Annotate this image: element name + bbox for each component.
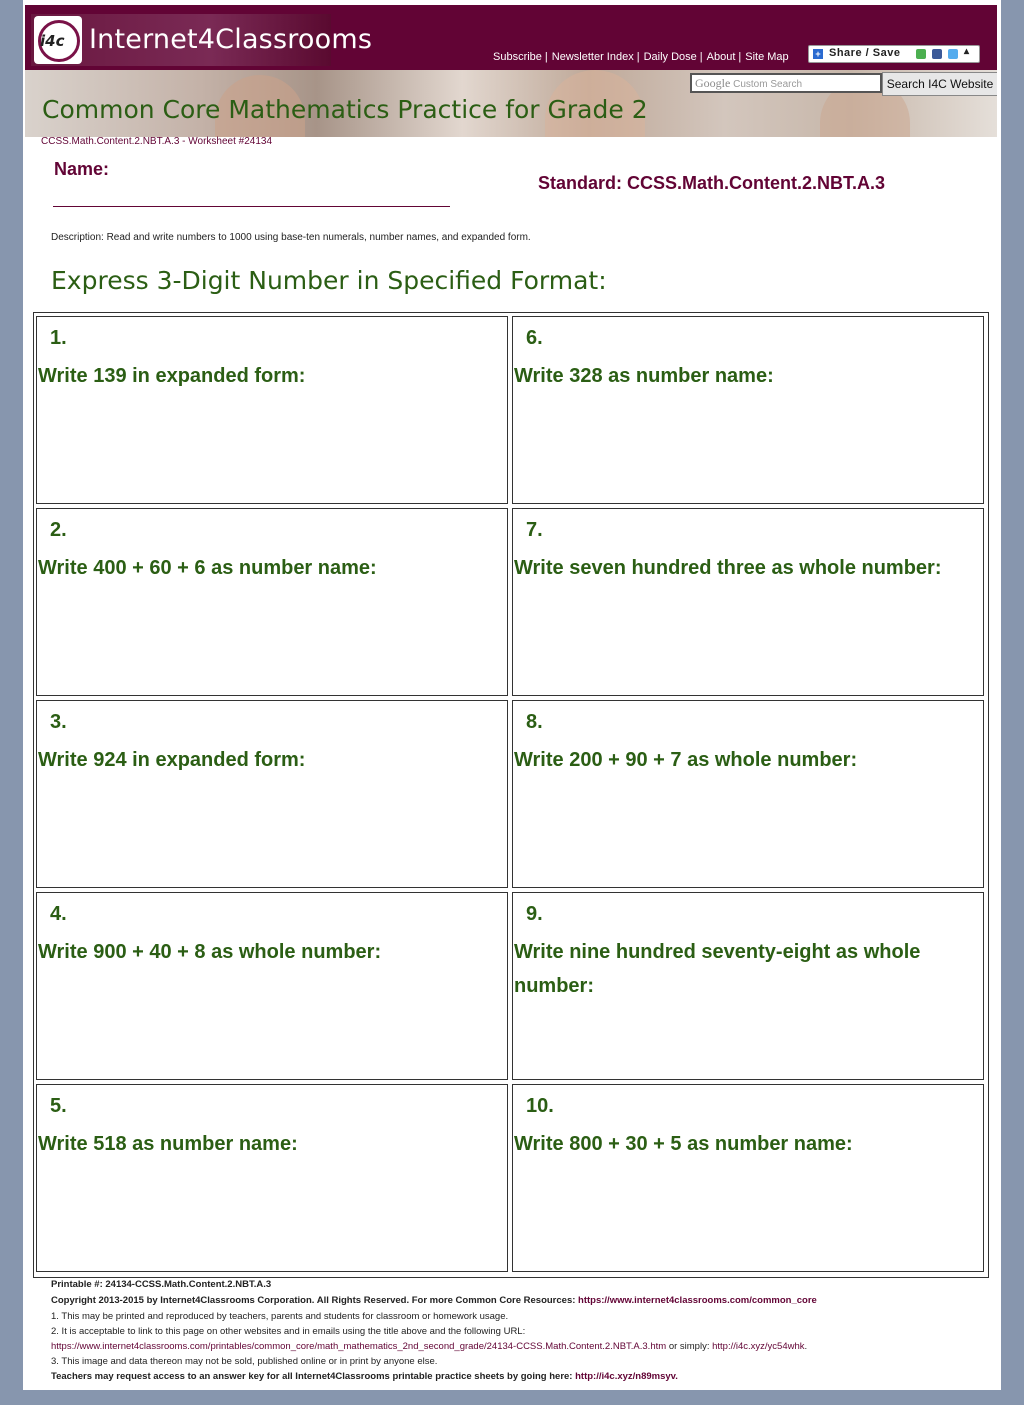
problem-number: 6. (526, 327, 543, 349)
nav-site-map[interactable]: Site Map (745, 51, 789, 63)
standard-label: Standard: CCSS.Math.Content.2.NBT.A.3 (538, 173, 886, 193)
photo-banner (25, 70, 997, 137)
i4c-logo-icon: i4c (34, 16, 82, 64)
problem-text: Write nine hundred seventy-eight as whole number: (514, 941, 921, 997)
problem-cell (36, 316, 508, 504)
note-2: 2. It is acceptable to link to this page on other websites and in emails using the title above and the following URL: (51, 1326, 526, 1337)
search-button[interactable]: Search I4C Website (882, 72, 997, 96)
copyright: Copyright 2013-2015 by Internet4Classrooms Corporation. All Rights Reserved. For more Common Core Resources: https://www.internet4classrooms.com/common_core (51, 1295, 817, 1306)
site-header (25, 5, 997, 70)
long-url-link[interactable]: https://www.internet4classrooms.com/printables/common_core/math_mathematics_2nd_second_grade/24134-CCSS.Math.Content.2.NBT.A.3.htm (51, 1341, 667, 1352)
breadcrumb: CCSS.Math.Content.2.NBT.A.3 - Worksheet #24134 (41, 136, 273, 147)
problem-number: 3. (50, 711, 67, 733)
problem-text: Write seven hundred three as whole number: (514, 557, 942, 579)
problem-cell (36, 508, 508, 696)
problem-cell (512, 700, 984, 888)
problem-cell (512, 508, 984, 696)
email-share-icon[interactable] (916, 49, 926, 59)
page-title: Common Core Mathematics Practice for Grade 2 (42, 95, 648, 124)
common-core-link[interactable]: https://www.internet4classrooms.com/common_core (578, 1295, 817, 1306)
problem-text: Write 900 + 40 + 8 as whole number: (38, 941, 382, 963)
nav-daily-dose[interactable]: Daily Dose (643, 51, 697, 63)
problem-number: 4. (50, 903, 67, 925)
problem-text: Write 400 + 60 + 6 as number name: (38, 557, 377, 579)
problems-grid (33, 312, 989, 1278)
problem-text: Write 518 as number name: (38, 1133, 298, 1155)
note-3: 3. This image and data thereon may not be sold, published online or in print by anyone else. (51, 1356, 438, 1367)
twitter-icon[interactable] (948, 49, 958, 59)
problem-cell (512, 316, 984, 504)
worksheet-page (23, 0, 1001, 1390)
short-url-link[interactable]: http://i4c.xyz/yc54whk (712, 1341, 805, 1352)
url-line: https://www.internet4classrooms.com/printables/common_core/math_mathematics_2nd_second_grade/24134-CCSS.Math.Content.2.NBT.A.3.htm or simply: http://i4c.xyz/yc54whk. (51, 1341, 808, 1352)
problem-text: Write 139 in expanded form: (38, 365, 306, 387)
problem-number: 5. (50, 1095, 67, 1117)
logo-text: Internet4Classrooms (89, 24, 373, 55)
problem-cell (36, 892, 508, 1080)
description: Description: Read and write numbers to 1000 using base-ten numerals, number names, and expanded form. (51, 232, 531, 243)
chevron-updown-icon: ▴ (964, 46, 970, 57)
site-logo[interactable] (31, 14, 373, 66)
answer-key-note: Teachers may request access to an answer key for all Internet4Classrooms printable practice sheets by going here: http://i4c.xyz/n89msyv. (51, 1371, 678, 1382)
nav-newsletter-index[interactable]: Newsletter Index (551, 51, 634, 63)
search-input[interactable]: Google Custom Search (690, 73, 882, 93)
section-title: Express 3-Digit Number in Specified Format: (51, 266, 607, 295)
problem-text: Write 328 as number name: (514, 365, 774, 387)
note-1: 1. This may be printed and reproduced by teachers, parents and students for classroom or homework usage. (51, 1311, 509, 1322)
share-save-button[interactable]: + Share / Save ▴ (808, 45, 980, 63)
name-line (53, 206, 450, 207)
plus-icon: + (813, 49, 823, 59)
problem-number: 1. (50, 327, 67, 349)
facebook-icon[interactable] (932, 49, 942, 59)
problem-text: Write 800 + 30 + 5 as number name: (514, 1133, 853, 1155)
problem-text: Write 924 in expanded form: (38, 749, 306, 771)
problem-text: Write 200 + 90 + 7 as whole number: (514, 749, 858, 771)
problem-number: 2. (50, 519, 67, 541)
problem-cell (36, 700, 508, 888)
top-nav: Subscribe | Newsletter Index | Daily Dose | About | Site Map (493, 51, 789, 63)
printable-number: Printable #: 24134-CCSS.Math.Content.2.NBT.A.3 (51, 1279, 272, 1290)
name-label: Name: (54, 159, 110, 179)
problem-cell (512, 1084, 984, 1272)
problem-number: 9. (526, 903, 543, 925)
problem-number: 10. (526, 1095, 554, 1117)
google-logo: Google (695, 76, 731, 90)
problem-cell (36, 1084, 508, 1272)
problem-number: 7. (526, 519, 543, 541)
nav-about[interactable]: About (706, 51, 736, 63)
nav-subscribe[interactable]: Subscribe (493, 51, 542, 63)
problem-cell (512, 892, 984, 1080)
problem-number: 8. (526, 711, 543, 733)
answer-key-link[interactable]: http://i4c.xyz/n89msyv. (575, 1371, 678, 1382)
